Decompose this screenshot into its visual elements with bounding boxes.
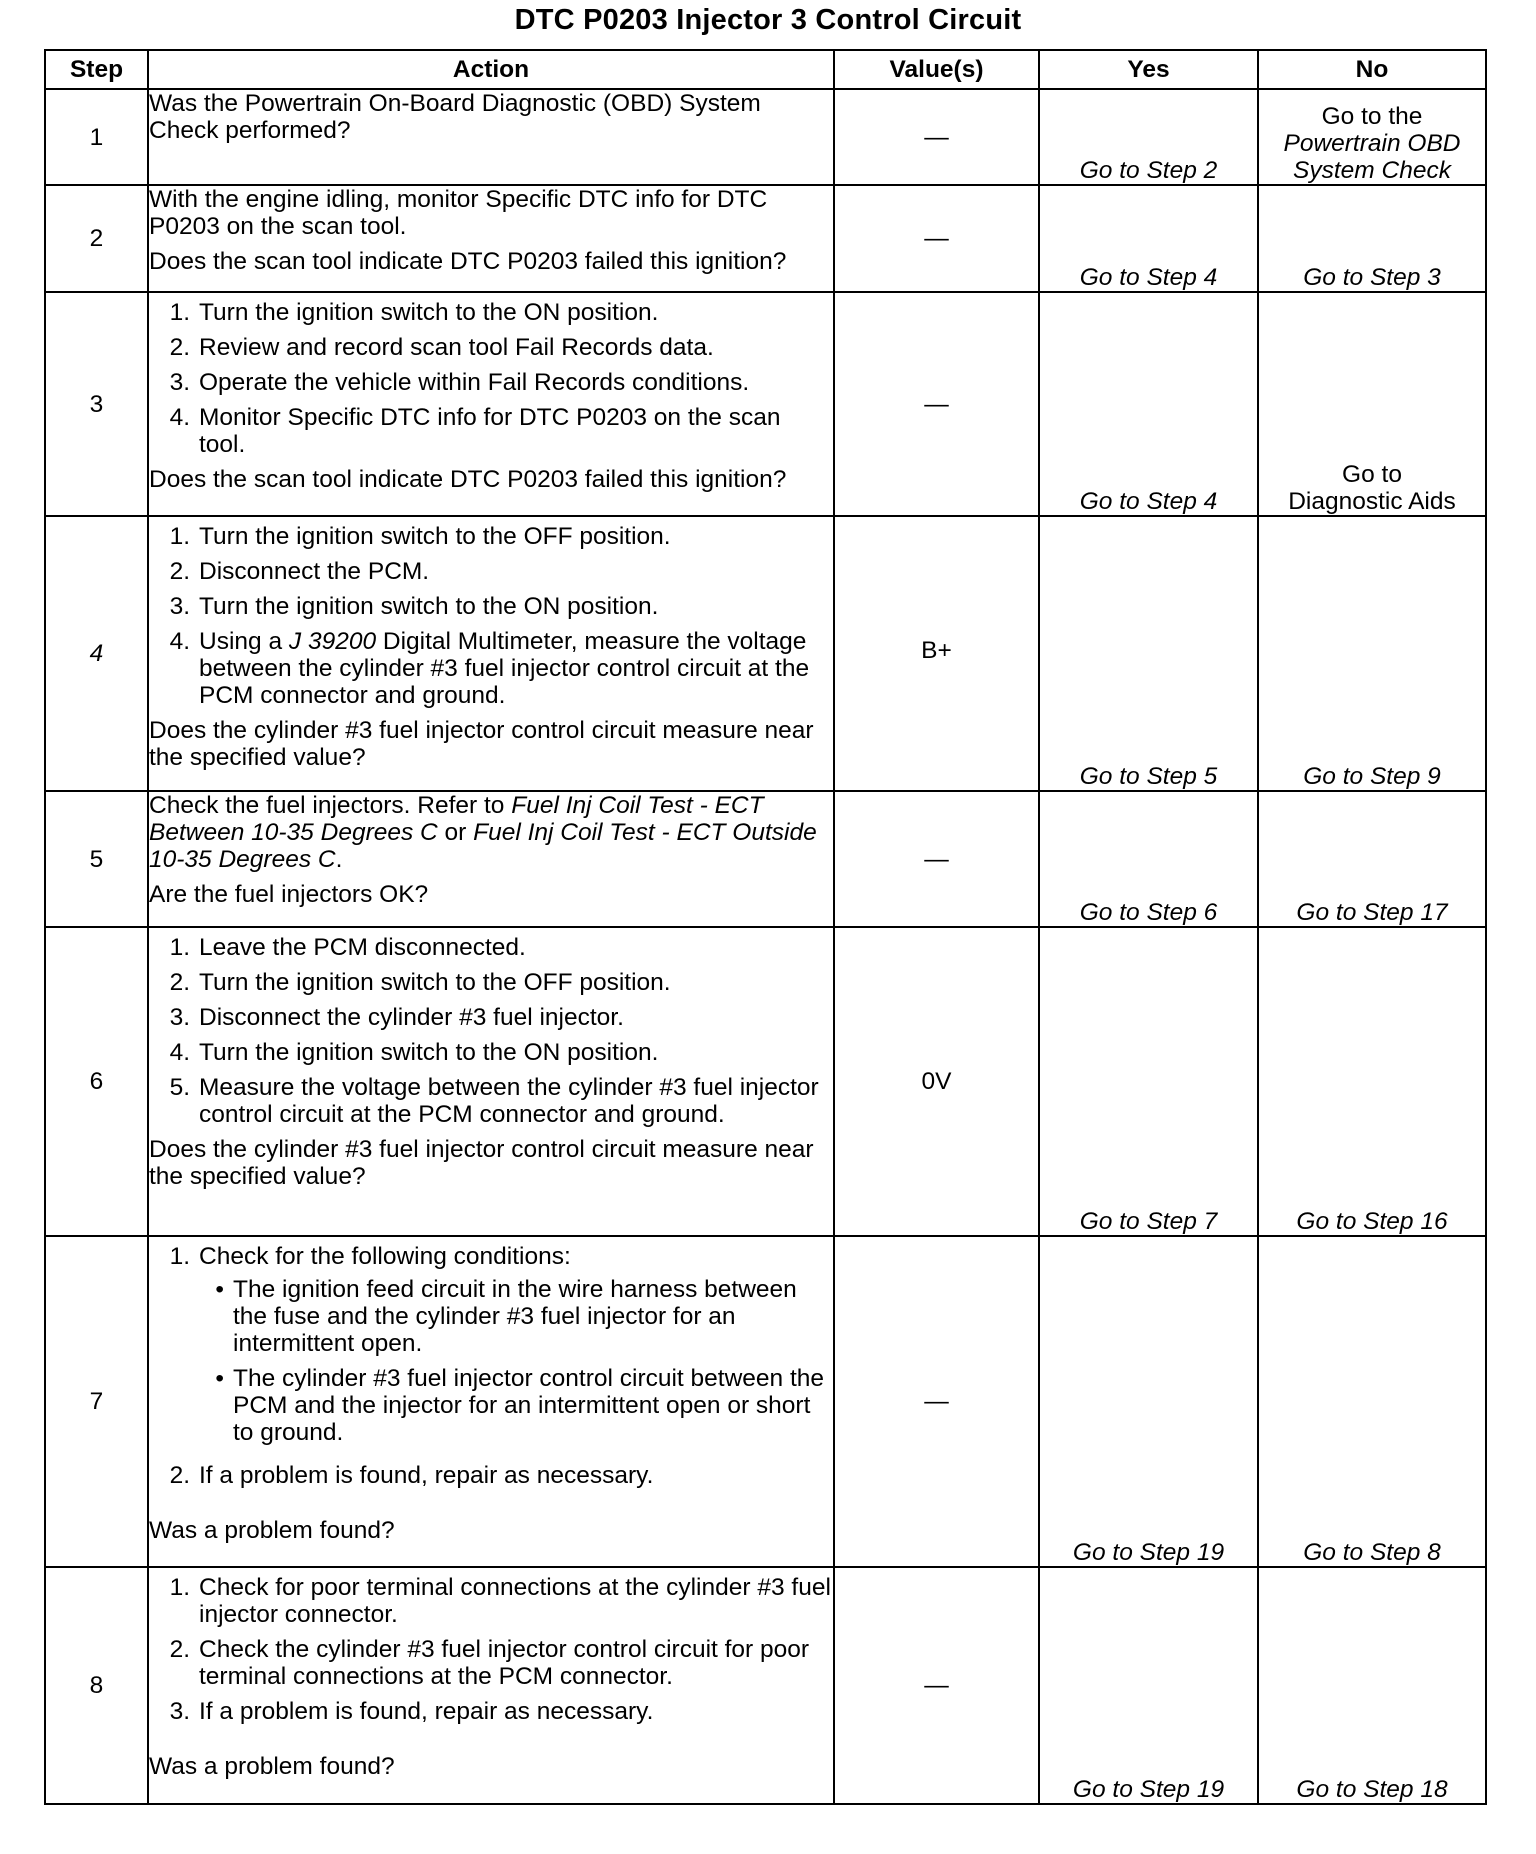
action-steps-list — [149, 299, 833, 458]
step-number: 6 — [45, 927, 148, 1236]
action-steps-list — [149, 1243, 833, 1489]
list-item: 1. Check for the following conditions: • The ignition feed circuit in the wire harness between the fuse and the cylinder #3 fuel injector for an intermittent open. • The cylinder #3 fuel injector control circuit between the PCM and the injector for an intermittent open or short to ground. — [149, 1243, 833, 1454]
no-link[interactable]: Go to Step 16 — [1258, 927, 1486, 1236]
no-link[interactable] — [1258, 89, 1486, 185]
value-text: — — [924, 845, 949, 873]
table-row-step-2 — [45, 185, 1486, 292]
step-number: 2 — [45, 185, 148, 292]
header-step: Step — [45, 50, 148, 89]
no-text-line: Diagnostic Aids — [1288, 488, 1456, 515]
action-steps-list — [149, 934, 833, 1128]
value-text: — — [924, 1672, 949, 1699]
doc-reference[interactable]: Fuel Inj Coil Test - ECT Outside 10-35 Degrees C — [149, 819, 817, 873]
step-action — [148, 927, 834, 1236]
list-item: 3. Turn the ignition switch to the ON position. — [169, 593, 659, 620]
no-link[interactable]: Go to Step 3 — [1258, 185, 1486, 292]
action-question: Was a problem found? — [149, 1753, 395, 1780]
step-number: 1 — [45, 89, 148, 185]
action-question: Does the scan tool indicate DTC P0203 failed this ignition? — [149, 248, 787, 275]
step-value — [834, 292, 1039, 516]
action-question: Does the cylinder #3 fuel injector control circuit measure near the specified value? — [149, 717, 814, 771]
list-item: 4. Using a J 39200 Digital Multimeter, measure the voltage between the cylinder #3 fuel injector control circuit at the PCM connector and ground. — [169, 628, 810, 709]
step-value — [834, 927, 1039, 1236]
step-action — [148, 89, 834, 185]
yes-link[interactable]: Go to Step 4 — [1039, 185, 1258, 292]
yes-link[interactable]: Go to Step 19 — [1039, 1236, 1258, 1567]
no-text-line: Go to — [1342, 461, 1402, 488]
table-row-step-7 — [45, 1236, 1486, 1567]
header-yes: Yes — [1039, 50, 1258, 89]
no-link[interactable]: Go to Step 18 — [1258, 1567, 1486, 1804]
step-action — [148, 185, 834, 292]
list-item: 1. Turn the ignition switch to the ON position. — [169, 299, 659, 326]
no-text-line: Powertrain OBD — [1283, 130, 1461, 157]
list-item: 2. If a problem is found, repair as necessary. — [169, 1462, 654, 1489]
step-value — [834, 185, 1039, 292]
list-item: 1. Leave the PCM disconnected. — [169, 934, 526, 961]
list-item: 2. Check the cylinder #3 fuel injector control circuit for poor terminal connections at the PCM connector. — [169, 1636, 810, 1690]
page-title: DTC P0203 Injector 3 Control Circuit — [514, 4, 1022, 36]
diagnostic-table — [44, 49, 1487, 1805]
yes-link[interactable]: Go to Step 19 — [1039, 1567, 1258, 1804]
table-header-row — [45, 50, 1486, 89]
value-text: 0V — [921, 1068, 952, 1095]
header-value: Value(s) — [834, 50, 1039, 89]
list-item: 2. Review and record scan tool Fail Records data. — [169, 334, 714, 361]
bullet-item: • The ignition feed circuit in the wire harness between the fuse and the cylinder #3 fuel injector for an intermittent open. — [215, 1276, 797, 1357]
action-text: With the engine idling, monitor Specific DTC info for DTC P0203 on the scan tool. — [149, 186, 768, 240]
condition-bullets — [199, 1276, 833, 1446]
step-action — [148, 1567, 834, 1804]
list-item: 3. Operate the vehicle within Fail Records conditions. — [169, 369, 750, 396]
yes-link[interactable]: Go to Step 4 — [1039, 292, 1258, 516]
step-value — [834, 791, 1039, 927]
step-value — [834, 89, 1039, 185]
tool-reference: J 39200 — [288, 628, 377, 655]
no-link[interactable]: Go to Step 9 — [1258, 516, 1486, 791]
step-action — [148, 516, 834, 791]
table-row-step-5 — [45, 791, 1486, 927]
action-question: Was a problem found? — [149, 1517, 395, 1544]
table-row-step-6 — [45, 927, 1486, 1236]
action-question: Does the scan tool indicate DTC P0203 failed this ignition? — [149, 466, 787, 493]
value-text: — — [924, 123, 949, 151]
list-item: 2. Disconnect the PCM. — [169, 558, 430, 585]
step-value — [834, 1567, 1039, 1804]
value-text: B+ — [921, 637, 952, 664]
step-action — [148, 292, 834, 516]
list-item: 3. Disconnect the cylinder #3 fuel injector. — [169, 1004, 624, 1031]
step-action — [148, 791, 834, 927]
list-item: 5. Measure the voltage between the cylinder #3 fuel injector control circuit at the PCM connector and ground. — [169, 1074, 819, 1128]
list-item: 3. If a problem is found, repair as necessary. — [169, 1698, 654, 1725]
step-number: 8 — [45, 1567, 148, 1804]
yes-link[interactable]: Go to Step 2 — [1039, 89, 1258, 185]
table-row-step-8 — [45, 1567, 1486, 1804]
step-value — [834, 516, 1039, 791]
header-no: No — [1258, 50, 1486, 89]
list-item: 2. Turn the ignition switch to the OFF position. — [169, 969, 671, 996]
no-link[interactable]: Go to Step 17 — [1258, 791, 1486, 927]
value-text: — — [924, 225, 949, 252]
action-steps-list — [149, 1574, 833, 1725]
no-text-line: System Check — [1293, 157, 1451, 184]
bullet-item: • The cylinder #3 fuel injector control circuit between the PCM and the injector for an intermittent open or short to ground. — [215, 1365, 825, 1446]
value-text: — — [924, 1388, 949, 1415]
step-action — [148, 1236, 834, 1567]
doc-reference[interactable]: Fuel Inj Coil Test - ECT Between 10-35 Degrees C — [149, 792, 764, 846]
action-steps-list — [149, 523, 833, 709]
no-link[interactable]: Go to Step 8 — [1258, 1236, 1486, 1567]
no-text-line: Go to the — [1321, 103, 1423, 130]
action-question: Does the cylinder #3 fuel injector control circuit measure near the specified value? — [149, 1136, 814, 1190]
header-action: Action — [148, 50, 834, 89]
action-text: Check the fuel injectors. Refer to Fuel Inj Coil Test - ECT Between 10-35 Degrees C or Fuel Inj Coil Test - ECT Outside 10-35 Degrees C. — [149, 792, 817, 873]
yes-link[interactable]: Go to Step 6 — [1039, 791, 1258, 927]
no-link[interactable] — [1258, 292, 1486, 516]
step-number: 7 — [45, 1236, 148, 1567]
list-item: 1. Turn the ignition switch to the OFF position. — [169, 523, 671, 550]
step-number: 5 — [45, 791, 148, 927]
list-item: 4. Turn the ignition switch to the ON position. — [169, 1039, 659, 1066]
value-text: — — [924, 390, 949, 418]
table-row-step-3 — [45, 292, 1486, 516]
action-question: Are the fuel injectors OK? — [149, 881, 429, 908]
list-item: 1. Check for poor terminal connections at the cylinder #3 fuel injector connector. — [169, 1574, 831, 1628]
step-number: 4 — [45, 516, 148, 791]
step-value — [834, 1236, 1039, 1567]
table-row-step-1 — [45, 89, 1486, 185]
action-text: Was the Powertrain On-Board Diagnostic (OBD) System Check performed? — [149, 90, 761, 144]
step-number: 3 — [45, 292, 148, 516]
table-row-step-4 — [45, 516, 1486, 791]
list-item: 4. Monitor Specific DTC info for DTC P0203 on the scan tool. — [169, 404, 781, 458]
yes-link[interactable]: Go to Step 7 — [1039, 927, 1258, 1236]
yes-link[interactable]: Go to Step 5 — [1039, 516, 1258, 791]
